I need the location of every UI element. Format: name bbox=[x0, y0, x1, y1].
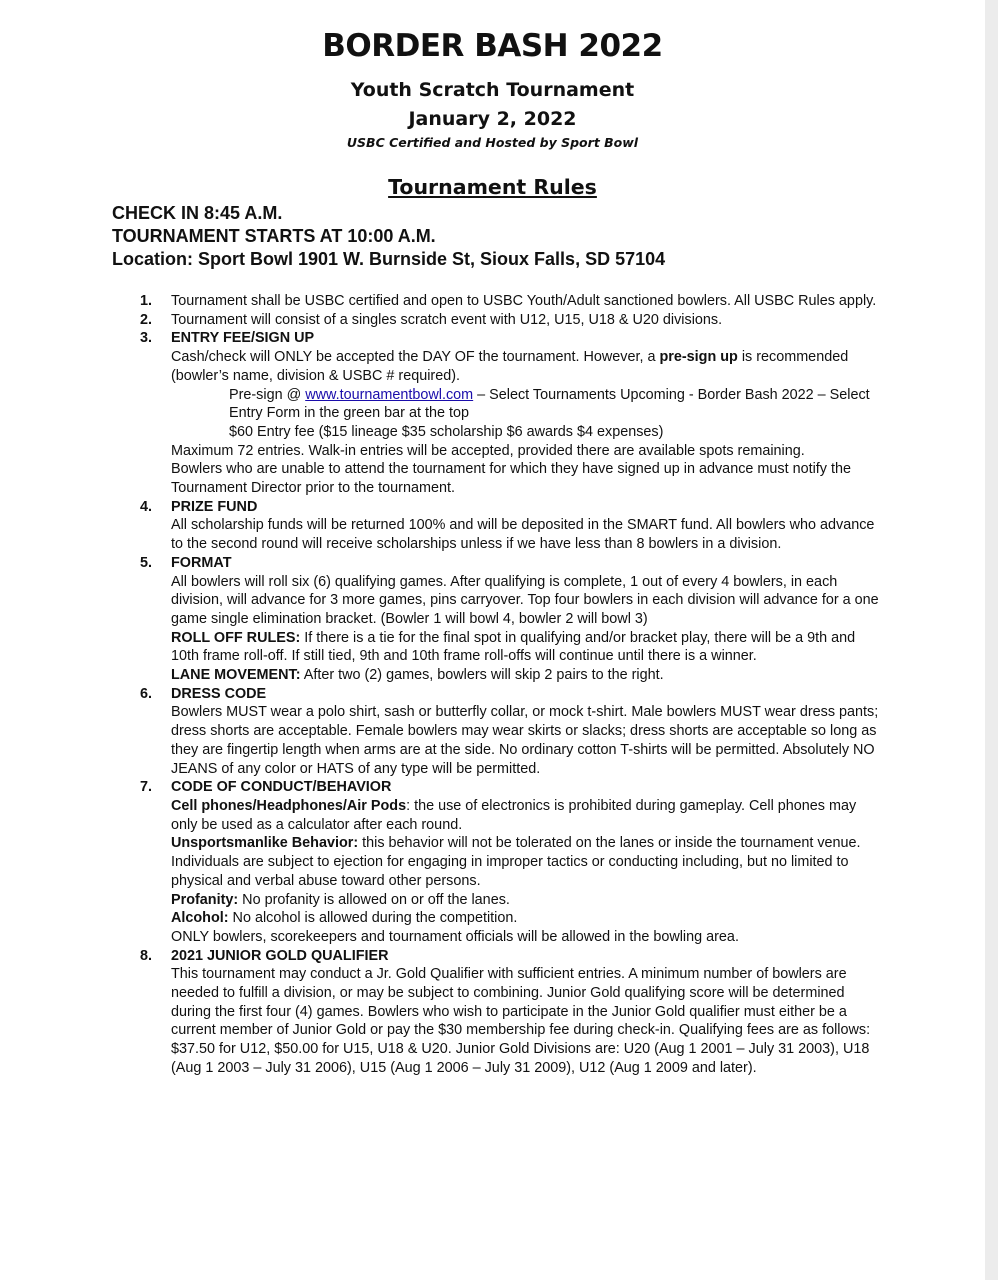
rules-heading bbox=[0, 175, 985, 199]
text-segment: Pre-sign @ bbox=[229, 386, 306, 403]
rule-number: 8. bbox=[140, 947, 153, 964]
rule-heading: DRESS CODE bbox=[171, 685, 267, 702]
rule-2 bbox=[140, 311, 880, 330]
rule-1 bbox=[140, 292, 880, 311]
notify-text: Bowlers who are unable to attend the tournament for which they have signed up in advance must notify the Tournament Director prior to the tournament. bbox=[171, 461, 851, 497]
rule-heading: 2021 JUNIOR GOLD QUALIFIER bbox=[171, 947, 389, 964]
unsportsmanlike-label: Unsportsmanlike Behavior: bbox=[171, 835, 359, 852]
cell-phone-rule bbox=[171, 797, 880, 834]
lane-movement-label: LANE MOVEMENT: bbox=[171, 667, 301, 684]
unsportsmanlike-text: this behavior will not be tolerated on the lanes or inside the tournament venue. Individuals are subject to ejection for engaging in improper tactics or conducting including, but no limited to physical and verbal abuse toward other persons. bbox=[171, 835, 861, 889]
rule-heading: FORMAT bbox=[171, 554, 232, 571]
rule-number: 3. bbox=[140, 330, 153, 347]
rule-text: Tournament will consist of a singles scratch event with U12, U15, U18 & U20 divisions. bbox=[171, 311, 723, 328]
rule-5 bbox=[140, 554, 880, 685]
alcohol-label: Alcohol: bbox=[171, 910, 229, 927]
profanity-text: No profanity is allowed on or off the lanes. bbox=[238, 891, 510, 908]
page-edge bbox=[985, 0, 998, 1280]
rule-number: 5. bbox=[140, 554, 153, 571]
rules-heading-text: Tournament Rules bbox=[388, 175, 597, 199]
cell-phone-text: : the use of electronics is prohibited during gameplay. Cell phones may only be used as a calculator after each round. bbox=[171, 797, 857, 833]
bowling-area-rule: ONLY bowlers, scorekeepers and tournament officials will be allowed in the bowling area. bbox=[171, 928, 739, 945]
lane-movement bbox=[171, 666, 880, 685]
roll-off-rules bbox=[171, 629, 880, 666]
rules-list bbox=[140, 292, 880, 1078]
rule-number: 7. bbox=[140, 779, 153, 796]
rule-text: All bowlers will roll six (6) qualifying games. After qualifying is complete, 1 out of every 4 bowlers, in each division, will advance for 3 more games, pins carryover. Top four bowlers in each division will advance for a one game single elimination bracket. (Bowler 1 will bowl 4, bowler 2 will bowl 3) bbox=[171, 573, 879, 627]
alcohol-rule bbox=[171, 909, 880, 928]
rule-heading: ENTRY FEE/SIGN UP bbox=[171, 330, 315, 347]
document-subtitle: Youth Scratch Tournament bbox=[350, 79, 635, 101]
text-segment: Cash/check will ONLY be accepted the DAY OF the tournament. However, a bbox=[171, 349, 660, 366]
rule-text: All scholarship funds will be returned 100% and will be deposited in the SMART fund. All bowlers who advance to the second round will receive scholarships unless if we have less than 8 bowlers in a division. bbox=[171, 517, 875, 553]
rule-text: Tournament shall be USBC certified and open to USBC Youth/Adult sanctioned bowlers. All USBC Rules apply. bbox=[171, 293, 877, 309]
rule-heading: CODE OF CONDUCT/BEHAVIOR bbox=[171, 779, 392, 796]
check-in-time: CHECK IN 8:45 A.M. bbox=[112, 203, 283, 223]
text-segment: is recommended (bowler’s name, division & USBC # required). bbox=[171, 349, 849, 384]
max-entries-text: Maximum 72 entries. Walk-in entries will be accepted, provided there are available spots remaining. bbox=[171, 442, 805, 459]
rule-number: 2. bbox=[140, 311, 153, 328]
entry-fee-breakdown: $60 Entry fee ($15 lineage $35 scholarship $6 awards $4 expenses) bbox=[229, 423, 664, 440]
rule-3 bbox=[140, 329, 880, 497]
alcohol-text: No alcohol is allowed during the competition. bbox=[228, 910, 518, 927]
rule-text: This tournament may conduct a Jr. Gold Qualifier with sufficient entries. A minimum number of bowlers are needed to fulfill a division, or may be subject to combining. Junior Gold qualifying score will be determined during the first four (4) games. Bowlers who wish to participate in the Junior Gold qualifier must either be a current member of Junior Gold or pay the $30 membership fee during check-in. Qualifying fees are as follows: $37.50 for U12, $50.00 for U15, U18 & U20. Junior Gold Divisions are: U20 (Aug 1 2001 – July 31 2003), U18 (Aug 1 2003 – July 31 2006), U15 (Aug 1 2006 – July 31 2009), U12 (Aug 1 2009 and later). bbox=[171, 966, 871, 1076]
text-segment: – Select Tournaments Upcoming - Border Bash 2022 – Select Entry Form in the green bar at the top bbox=[229, 386, 870, 422]
tournament-website-link[interactable]: www.tournamentbowl.com bbox=[305, 386, 474, 403]
roll-off-text: If there is a tie for the final spot in qualifying and/or bracket play, there will be a 9th and 10th frame roll-off. If still tied, 9th and 10th frame roll-offs will continue until there is a winner. bbox=[171, 629, 856, 665]
location: Location: Sport Bowl 1901 W. Burnside St, Sioux Falls, SD 57104 bbox=[112, 249, 666, 269]
rule-6 bbox=[140, 685, 880, 779]
rule-7 bbox=[140, 778, 880, 946]
tournament-date: January 2, 2022 bbox=[408, 108, 577, 130]
pre-sign-up-emphasis: pre-sign up bbox=[659, 349, 738, 366]
rule-number: 4. bbox=[140, 498, 153, 515]
rule-8 bbox=[140, 947, 880, 1078]
profanity-label: Profanity: bbox=[171, 891, 239, 908]
rule-number: 6. bbox=[140, 685, 153, 702]
rule-text: Bowlers MUST wear a polo shirt, sash or butterfly collar, or mock t-shirt. Male bowlers MUST wear dress pants; dress shorts are acceptable. Female bowlers may wear skirts or slacks; dress shorts are acceptable so long as they are fingertip length when arms are at the side. No ordinary cotton T-shirts will be permitted. Absolutely NO JEANS of any color or HATS of any type will be permitted. bbox=[171, 704, 879, 777]
lane-movement-text: After two (2) games, bowlers will skip 2 pairs to the right. bbox=[300, 667, 664, 684]
host-line: USBC Certified and Hosted by Sport Bowl bbox=[346, 135, 639, 150]
rule-number: 1. bbox=[140, 293, 153, 309]
cell-phone-label: Cell phones/Headphones/Air Pods bbox=[171, 797, 407, 814]
pre-sign-instructions bbox=[171, 386, 880, 423]
roll-off-label: ROLL OFF RULES: bbox=[171, 629, 301, 646]
unsportsmanlike-rule bbox=[171, 834, 880, 890]
rule-heading: PRIZE FUND bbox=[171, 498, 258, 515]
rule-4 bbox=[140, 498, 880, 554]
entry-payment-text bbox=[171, 348, 880, 385]
profanity-rule bbox=[171, 891, 880, 910]
start-time: TOURNAMENT STARTS AT 10:00 A.M. bbox=[112, 226, 436, 246]
document-title: BORDER BASH 2022 bbox=[322, 28, 663, 64]
